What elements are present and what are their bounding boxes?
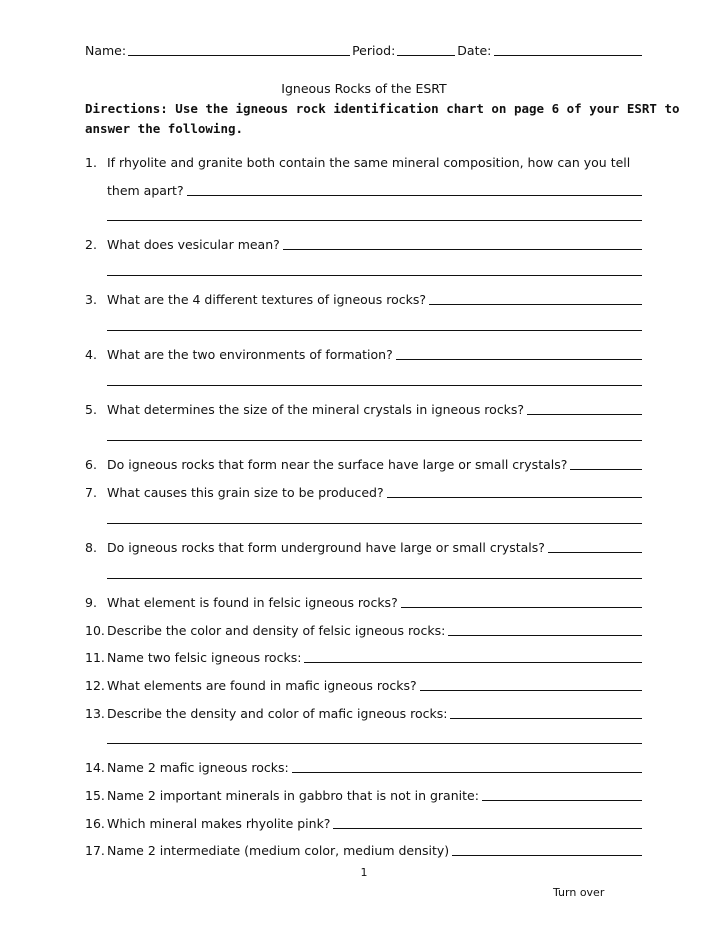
answer-blank[interactable] [420, 690, 642, 691]
question-11: 11. Name two felsic igneous rocks: [85, 647, 642, 665]
question-8: 8. Do igneous rocks that form underground have large or small crystals? [85, 537, 642, 555]
question-9: 9. What element is found in felsic igneous rocks? [85, 592, 642, 610]
answer-blank[interactable] [401, 607, 642, 608]
question-text: What causes this grain size to be produced? [107, 485, 384, 500]
question-text: Name 2 mafic igneous rocks: [107, 760, 289, 775]
header-row [85, 40, 642, 58]
question-14: 14. Name 2 mafic igneous rocks: [85, 757, 642, 775]
question-text: Name two felsic igneous rocks: [107, 650, 302, 665]
question-text: Name 2 intermediate (medium color, medium density) [107, 843, 450, 858]
answer-blank[interactable] [283, 249, 642, 250]
page-title: Igneous Rocks of the ESRT [281, 81, 447, 96]
answer-blank[interactable] [187, 195, 642, 196]
answer-blank[interactable] [387, 497, 642, 498]
question-1-cont [107, 180, 642, 198]
question-text: Name 2 important minerals in gabbro that is not in granite: [107, 788, 479, 803]
answer-line[interactable] [107, 440, 642, 441]
question-text: What are the two environments of formation? [107, 347, 393, 362]
answer-line[interactable] [107, 743, 642, 744]
answer-blank[interactable] [450, 718, 642, 719]
answer-line[interactable] [107, 523, 642, 524]
answer-blank[interactable] [292, 772, 642, 773]
question-6: 6. Do igneous rocks that form near the surface have large or small crystals? [85, 454, 642, 472]
question-17: 17. Name 2 intermediate (medium color, medium density) [85, 840, 642, 858]
date-blank[interactable] [494, 55, 642, 56]
answer-blank[interactable] [570, 469, 642, 470]
answer-blank[interactable] [548, 552, 642, 553]
question-15: 15. Name 2 important minerals in gabbro that is not in granite: [85, 785, 642, 803]
question-5: 5. What determines the size of the mineral crystals in igneous rocks? [85, 399, 642, 417]
question-4: 4. What are the two environments of formation? [85, 344, 642, 362]
answer-blank[interactable] [448, 635, 642, 636]
question-text: Which mineral makes rhyolite pink? [107, 816, 331, 831]
answer-line[interactable] [107, 330, 642, 331]
date-label: Date: [457, 43, 492, 58]
directions-line-1: Directions: Use the igneous rock identification chart on page 6 of your ESRT to [85, 101, 680, 116]
answer-line[interactable] [107, 220, 642, 221]
answer-blank[interactable] [429, 304, 642, 305]
question-10: 10. Describe the color and density of felsic igneous rocks: [85, 620, 642, 638]
answer-blank[interactable] [396, 359, 642, 360]
directions-line-2: answer the following. [85, 121, 244, 136]
question-text: them apart? [107, 183, 184, 198]
question-text: Do igneous rocks that form underground have large or small crystals? [107, 540, 545, 555]
answer-blank[interactable] [333, 828, 642, 829]
question-text: If rhyolite and granite both contain the same mineral composition, how can you tell [107, 155, 631, 170]
period-label: Period: [352, 43, 396, 58]
answer-line[interactable] [107, 275, 642, 276]
question-12: 12. What elements are found in mafic igneous rocks? [85, 675, 642, 693]
question-text: What determines the size of the mineral crystals in igneous rocks? [107, 402, 525, 417]
question-7: 7. What causes this grain size to be produced? [85, 482, 642, 500]
question-2: 2. What does vesicular mean? [85, 234, 642, 252]
question-text: Do igneous rocks that form near the surface have large or small crystals? [107, 457, 568, 472]
question-text: What are the 4 different textures of igneous rocks? [107, 292, 426, 307]
question-text: What element is found in felsic igneous rocks? [107, 595, 398, 610]
question-text: What does vesicular mean? [107, 237, 280, 252]
page-number: 1 [360, 866, 368, 879]
period-blank[interactable] [397, 55, 455, 56]
answer-line[interactable] [107, 385, 642, 386]
answer-blank[interactable] [482, 800, 642, 801]
answer-line[interactable] [107, 578, 642, 579]
question-text: Describe the density and color of mafic igneous rocks: [107, 706, 448, 721]
name-label: Name: [85, 43, 127, 58]
answer-blank[interactable] [527, 414, 642, 415]
answer-blank[interactable] [304, 662, 642, 663]
question-text: What elements are found in mafic igneous rocks? [107, 678, 417, 693]
name-blank[interactable] [128, 55, 350, 56]
question-13: 13. Describe the density and color of mafic igneous rocks: [85, 703, 642, 721]
question-16: 16. Which mineral makes rhyolite pink? [85, 813, 642, 831]
question-text: Describe the color and density of felsic igneous rocks: [107, 623, 446, 638]
question-3: 3. What are the 4 different textures of igneous rocks? [85, 289, 642, 307]
turn-over-label: Turn over [553, 886, 605, 899]
answer-blank[interactable] [452, 855, 642, 856]
question-1: 1. If rhyolite and granite both contain the same mineral composition, how can you tell [85, 155, 631, 170]
